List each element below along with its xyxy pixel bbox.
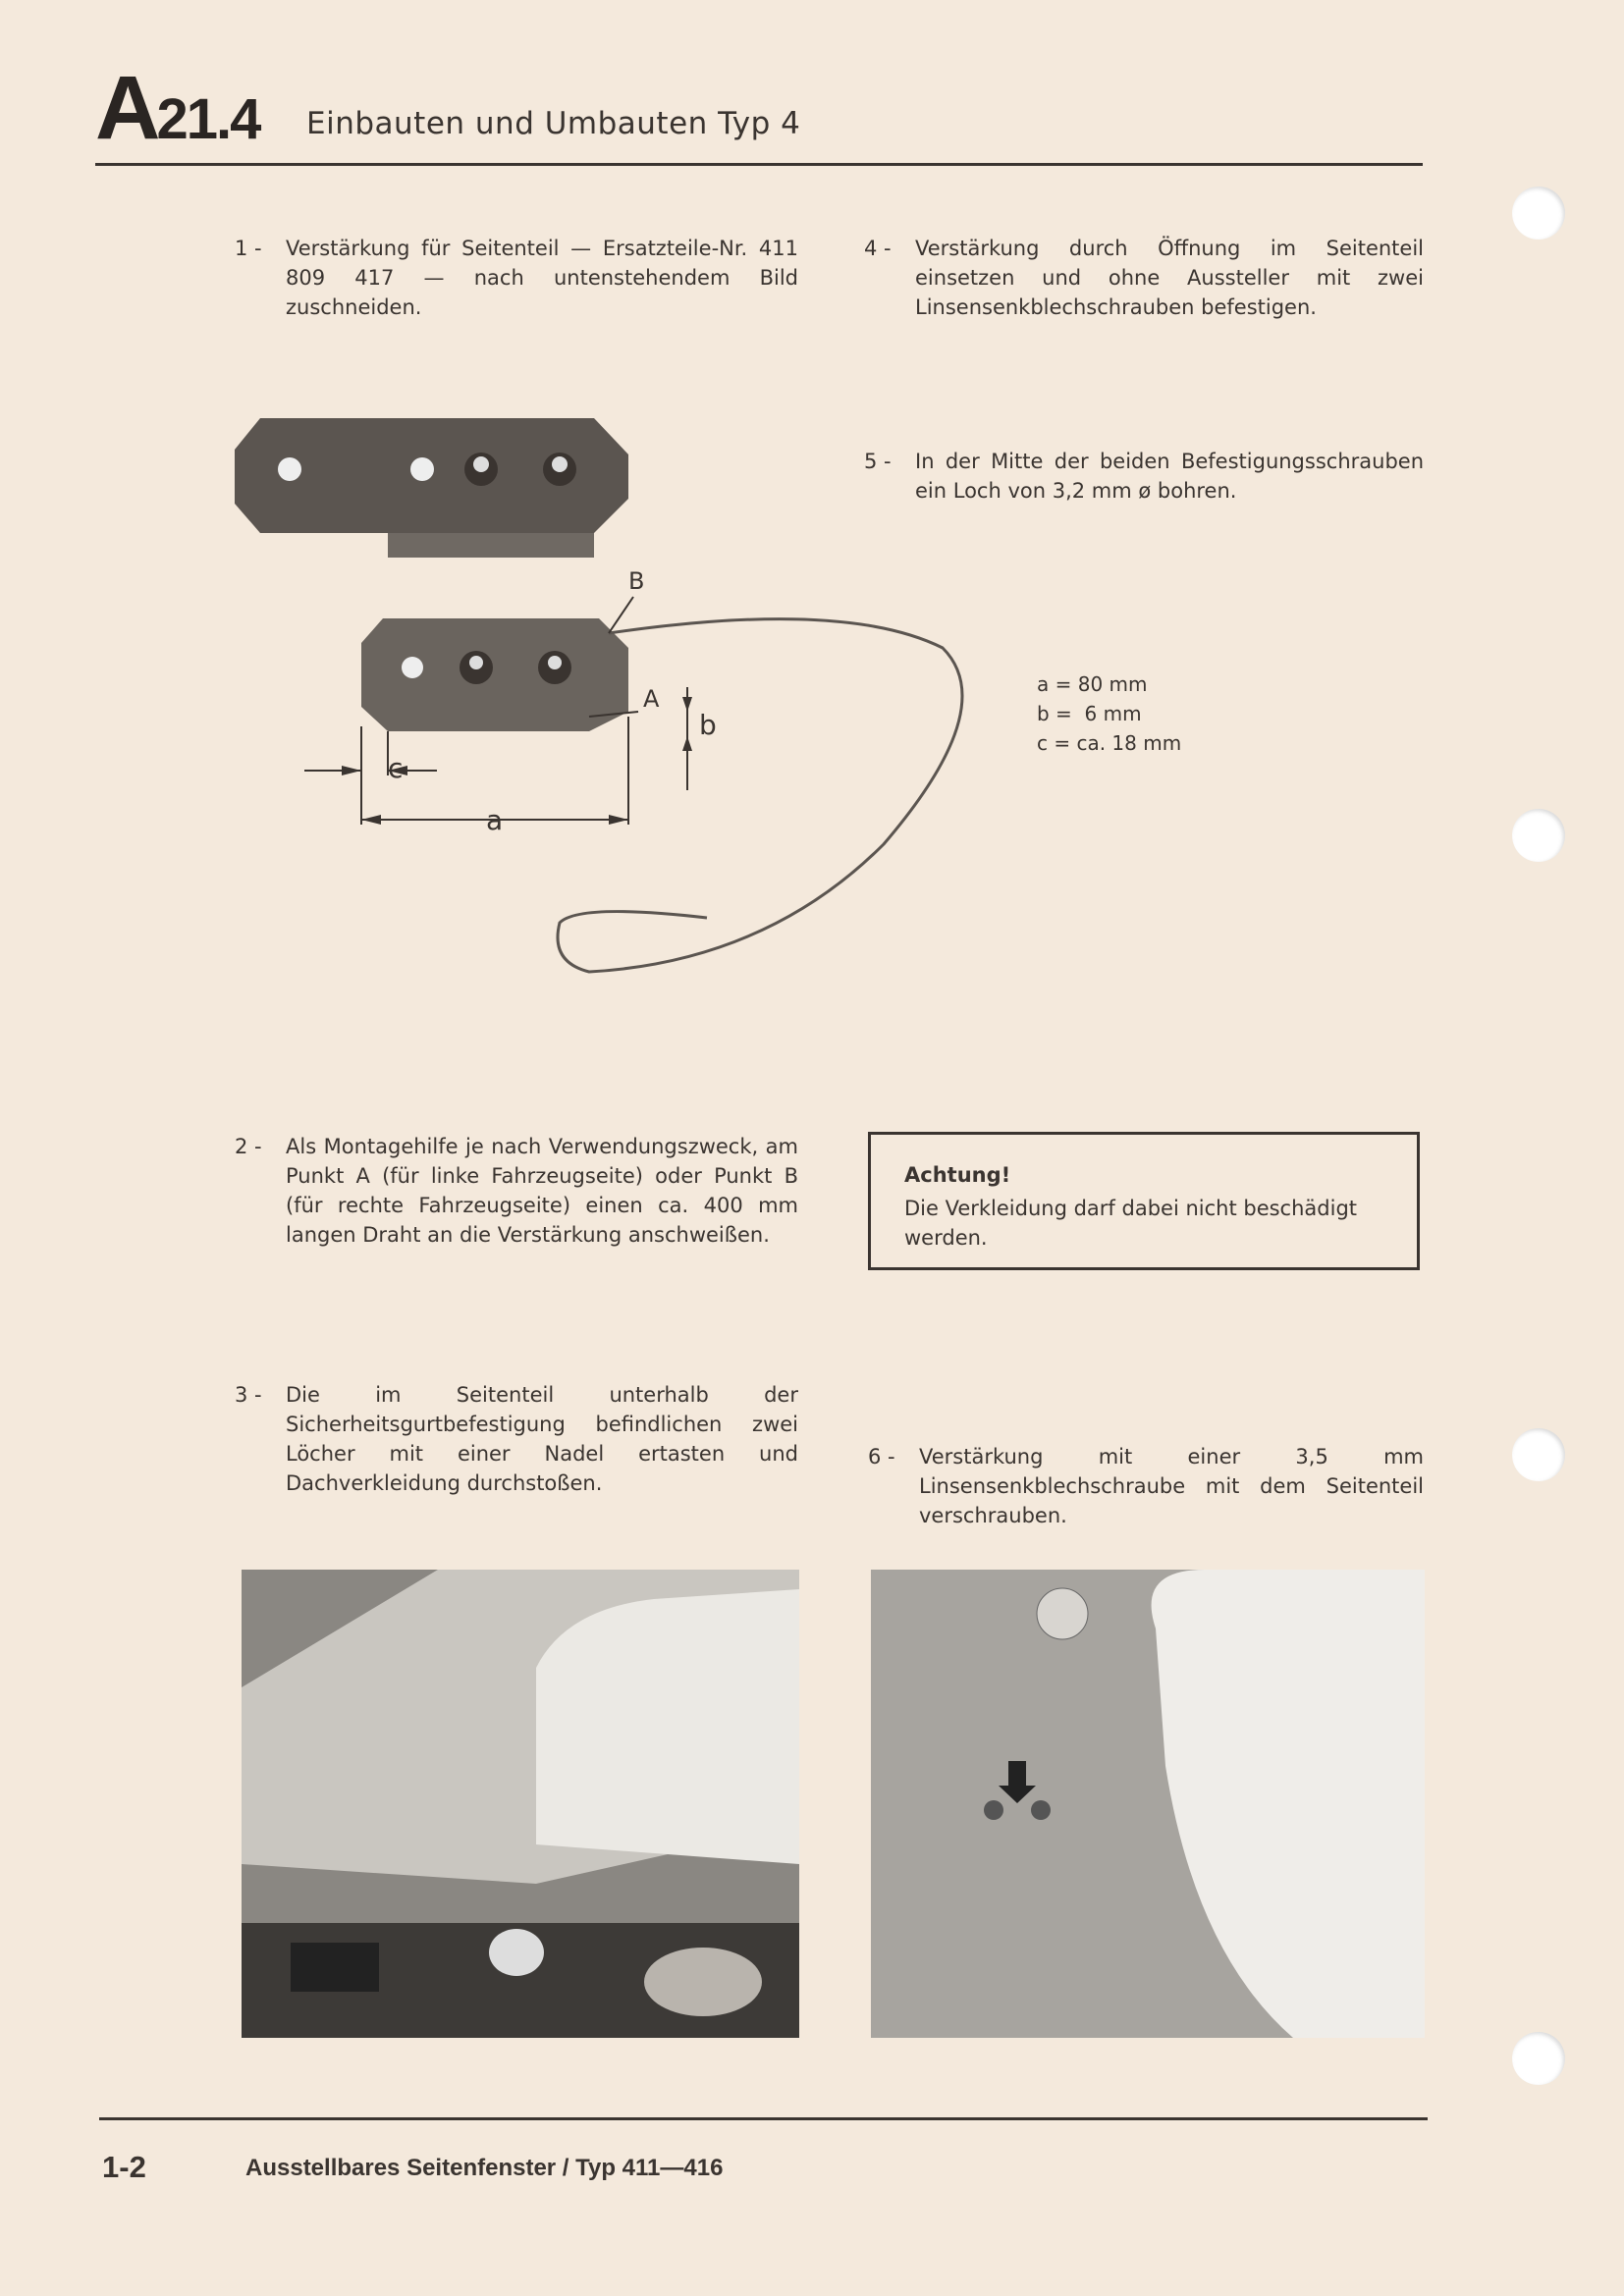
code-letter: A: [95, 58, 157, 158]
warning-title: Achtung!: [904, 1163, 1011, 1187]
step-text: Verstärkung für Seitenteil — Ersatzteile-Nr. 411 809 417 — nach untenstehendem Bild zuschneiden.: [286, 237, 798, 319]
step-number: 4 -: [864, 237, 892, 260]
step-2: [235, 1132, 798, 1250]
code-number: 21.4: [156, 87, 260, 151]
label-B: B: [628, 567, 645, 595]
footer-rule: [99, 2117, 1428, 2120]
dimension-a: a = 80 mm: [1037, 672, 1148, 696]
step-text: Die im Seitenteil unterhalb der Sicherheitsgurtbefestigung befindlichen zwei Löcher mit einer Nadel ertasten und Dachverkleidung durchstoßen.: [286, 1383, 798, 1495]
label-c: c: [388, 752, 404, 784]
section-code: [95, 57, 259, 160]
warning-box: [868, 1132, 1420, 1270]
dimension-c: c = ca. 18 mm: [1037, 731, 1182, 755]
warning-text: Die Verkleidung darf dabei nicht beschädigt werden.: [904, 1197, 1358, 1250]
step-1: [235, 234, 798, 322]
dimension-diagram: [295, 560, 982, 991]
dimension-list: [1037, 669, 1181, 758]
step-3: [235, 1380, 798, 1498]
step-text: In der Mitte der beiden Befestigungsschrauben ein Loch von 3,2 mm ø bohren.: [915, 450, 1424, 503]
photo-screw-detail: [871, 1570, 1425, 2038]
step-text: Als Montagehilfe je nach Verwendungszweck, am Punkt A (für linke Fahrzeugseite) oder Punkt B (für rechte Fahrzeugseite) einen ca. 400 mm langen Draht an die Verstärkung anschweißen.: [286, 1135, 798, 1247]
step-number: 2 -: [235, 1135, 262, 1158]
label-A: A: [643, 685, 660, 713]
step-number: 1 -: [235, 237, 262, 260]
punch-hole: [1512, 1428, 1565, 1481]
punch-hole: [1512, 187, 1565, 240]
page-number: 1-2: [102, 2150, 146, 2184]
step-text: Verstärkung mit einer 3,5 mm Linsensenkblechschraube mit dem Seitenteil verschrauben.: [919, 1445, 1424, 1527]
header-rule: [95, 163, 1423, 166]
step-number: 6 -: [868, 1445, 895, 1468]
punch-hole: [1512, 809, 1565, 862]
page-title: Einbauten und Umbauten Typ 4: [306, 106, 801, 141]
step-6: [868, 1442, 1424, 1530]
step-4: [864, 234, 1424, 322]
step-number: 3 -: [235, 1383, 262, 1407]
dimension-b: b = 6 mm: [1037, 702, 1142, 725]
step-text: Verstärkung durch Öffnung im Seitenteil einsetzen und ohne Aussteller mit zwei Linsensenkblechschrauben befestigen.: [915, 237, 1424, 319]
label-a: a: [486, 804, 504, 836]
reinforcement-plate-photo: [231, 410, 633, 562]
punch-hole: [1512, 2032, 1565, 2085]
step-5: [864, 447, 1424, 506]
photo-headliner-needle: [242, 1570, 799, 2038]
footer-title: Ausstellbares Seitenfenster / Typ 411—416: [245, 2155, 724, 2181]
label-b: b: [699, 709, 717, 741]
step-number: 5 -: [864, 450, 892, 473]
